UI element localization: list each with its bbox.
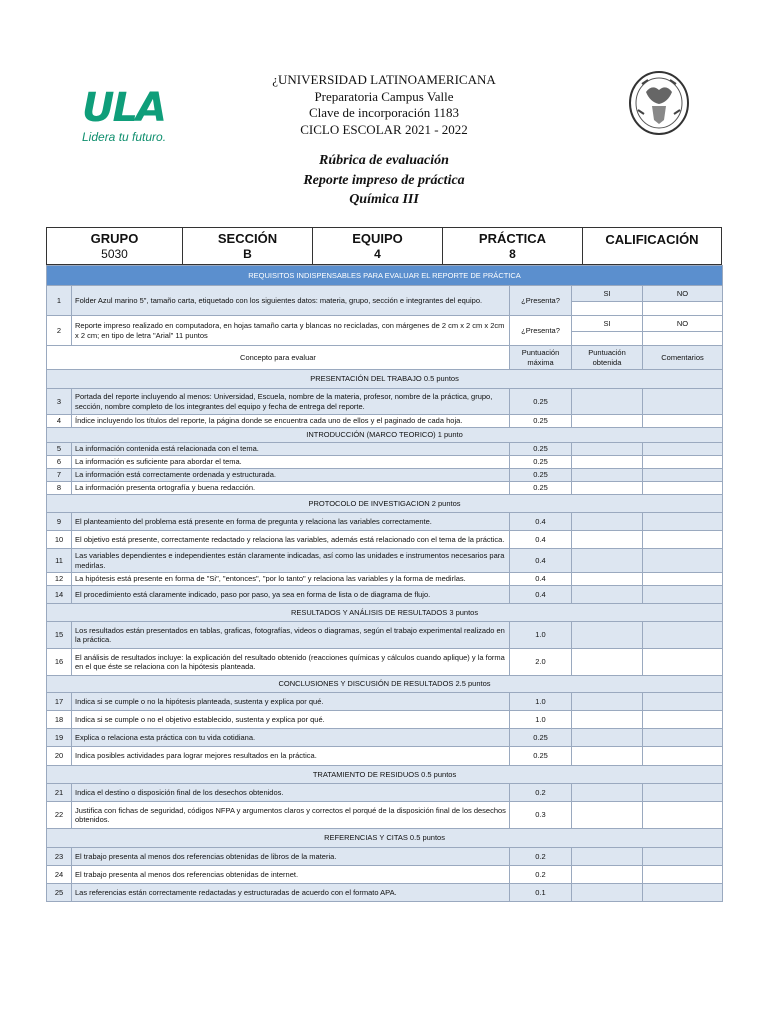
obtained-score-cell[interactable] <box>572 549 643 573</box>
criterion-row <box>47 389 723 415</box>
comments-cell[interactable] <box>643 711 723 729</box>
requirements-banner-row <box>47 266 723 286</box>
obtained-score-cell[interactable] <box>572 784 643 802</box>
presenta-label: ¿Presenta? <box>510 316 572 346</box>
document-titles <box>200 151 568 210</box>
criterion-text: Indica el destino o disposición final de los desechos obtenidos. <box>72 784 510 802</box>
criterion-row <box>47 573 723 586</box>
criterion-text: El análisis de resultados incluye: la explicación del resultado obtenido (reacciones químicas y cálculos cuando aplique) y la forma en el que éste se relaciona con la hipótesis planteada. <box>72 649 510 676</box>
criterion-row <box>47 549 723 573</box>
criterion-row <box>47 649 723 676</box>
seccion-cell <box>183 228 313 264</box>
concept-header: Concepto para evaluar <box>47 346 510 370</box>
obtained-score-cell[interactable] <box>572 469 643 482</box>
obtained-score-cell[interactable] <box>572 482 643 495</box>
section-header-row <box>47 604 723 622</box>
seccion-label: SECCIÓN <box>217 231 278 246</box>
section-title: INTRODUCCIÓN (MARCO TEORICO) 1 punto <box>47 428 723 443</box>
calificacion-label: CALIFICACIÓN <box>605 232 699 247</box>
criterion-text: Las variables dependientes e independientes están claramente indicadas, así como las unidades e instrumentos necesarios para medirlas. <box>72 549 510 573</box>
criterion-row <box>47 443 723 456</box>
row-number: 8 <box>47 482 72 495</box>
title-quimica: Química III <box>349 192 419 207</box>
presenta-label: ¿Presenta? <box>510 286 572 316</box>
max-score-header: Puntuación máxima <box>510 346 572 370</box>
max-score: 0.2 <box>510 848 572 866</box>
comments-cell[interactable] <box>643 586 723 604</box>
max-score: 1.0 <box>510 693 572 711</box>
row-number: 22 <box>47 802 72 829</box>
row-number: 11 <box>47 549 72 573</box>
criterion-text: Las referencias están correctamente redactadas y estructuradas de acuerdo con el formato APA. <box>72 884 510 902</box>
requirements-banner: REQUISITOS INDISPENSABLES PARA EVALUAR EL REPORTE DE PRÁCTICA <box>47 266 723 286</box>
criterion-text: Índice incluyendo los títulos del reporte, la página donde se encuentra cada uno de ellos y el paginado de cada hoja. <box>72 415 510 428</box>
max-score: 0.4 <box>510 513 572 531</box>
max-score: 0.25 <box>510 482 572 495</box>
criterion-text: El planteamiento del problema está presente en forma de pregunta y relaciona las variables correctamente. <box>72 513 510 531</box>
practica-cell <box>443 228 583 264</box>
comments-cell[interactable] <box>643 469 723 482</box>
max-score: 0.2 <box>510 866 572 884</box>
no-label: NO <box>643 316 723 332</box>
criterion-row <box>47 456 723 469</box>
section-title: REFERENCIAS Y CITAS 0.5 puntos <box>47 829 723 848</box>
section-header-row <box>47 766 723 784</box>
si-check-cell[interactable] <box>572 302 643 316</box>
criterion-row <box>47 747 723 766</box>
section-header-row <box>47 370 723 389</box>
max-score: 0.2 <box>510 784 572 802</box>
max-score: 0.25 <box>510 389 572 415</box>
max-score: 0.25 <box>510 415 572 428</box>
obtained-score-cell[interactable] <box>572 573 643 586</box>
max-score: 0.25 <box>510 729 572 747</box>
criterion-text: El objetivo está presente, correctamente redactado y relaciona las variables, además está relacionado con el tema de la práctica. <box>72 531 510 549</box>
requirement-row <box>47 286 723 302</box>
criterion-row <box>47 884 723 902</box>
max-score: 0.4 <box>510 549 572 573</box>
group-info-table <box>46 227 722 265</box>
no-check-cell[interactable] <box>643 302 723 316</box>
criterion-row <box>47 784 723 802</box>
criterion-row <box>47 693 723 711</box>
comments-cell[interactable] <box>643 848 723 866</box>
criterion-text: La información contenida está relacionada con el tema. <box>72 443 510 456</box>
row-number: 1 <box>47 286 72 316</box>
criterion-text: La hipótesis está presente en forma de "Si", "entonces", "por lo tanto" y relaciona las variables y la forma de medirlas. <box>72 573 510 586</box>
criterion-row <box>47 531 723 549</box>
practica-value: 8 <box>509 247 516 261</box>
criterion-row <box>47 586 723 604</box>
header-line-4: CICLO ESCOLAR 2021 - 2022 <box>300 121 468 137</box>
comments-cell[interactable] <box>643 693 723 711</box>
title-rubrica: Rúbrica de evaluación <box>319 153 449 168</box>
row-number: 5 <box>47 443 72 456</box>
ula-logo-mark: ULA <box>82 85 165 131</box>
comments-cell[interactable] <box>643 802 723 829</box>
obtained-score-header: Puntuación obtenida <box>572 346 643 370</box>
header-line-2: Preparatoria Campus Valle <box>314 88 454 104</box>
no-label: NO <box>643 286 723 302</box>
obtained-score-cell[interactable] <box>572 531 643 549</box>
row-number: 10 <box>47 531 72 549</box>
obtained-score-cell[interactable] <box>572 693 643 711</box>
comments-cell[interactable] <box>643 884 723 902</box>
criterion-text: Explica o relaciona esta práctica con tu vida cotidiana. <box>72 729 510 747</box>
si-label: SI <box>572 286 643 302</box>
max-score: 0.25 <box>510 469 572 482</box>
criterion-row <box>47 622 723 649</box>
header-line-3: Clave de incorporación 1183 <box>308 105 460 120</box>
section-header-row <box>47 829 723 848</box>
max-score: 0.25 <box>510 456 572 469</box>
comments-cell[interactable] <box>643 747 723 766</box>
comments-cell[interactable] <box>643 549 723 573</box>
criterion-text: El trabajo presenta al menos dos referencias obtenidas de libros de la materia. <box>72 848 510 866</box>
seccion-value: B <box>243 247 252 261</box>
criterion-row <box>47 848 723 866</box>
comments-cell[interactable] <box>643 573 723 586</box>
row-number: 21 <box>47 784 72 802</box>
obtained-score-cell[interactable] <box>572 729 643 747</box>
grupo-label: GRUPO <box>90 231 139 246</box>
grupo-value: 5030 <box>101 247 128 261</box>
obtained-score-cell[interactable] <box>572 389 643 415</box>
max-score: 0.3 <box>510 802 572 829</box>
criterion-row <box>47 729 723 747</box>
row-number: 7 <box>47 469 72 482</box>
criterion-text: La información está correctamente ordenada y estructurada. <box>72 469 510 482</box>
ula-tagline: Lidera tu futuro. <box>82 130 167 144</box>
criterion-row <box>47 802 723 829</box>
comments-cell[interactable] <box>643 729 723 747</box>
criterion-text: La información presenta ortografía y buena redacción. <box>72 482 510 495</box>
row-number: 12 <box>47 573 72 586</box>
criterion-text: El trabajo presenta al menos dos referencias obtenidas de internet. <box>72 866 510 884</box>
comments-cell[interactable] <box>643 513 723 531</box>
requirement-text: Folder Azul marino 5", tamaño carta, etiquetado con los siguientes datos: materia, grupo, sección e integrantes del equipo. <box>72 286 510 316</box>
row-number: 2 <box>47 316 72 346</box>
obtained-score-cell[interactable] <box>572 443 643 456</box>
row-number: 15 <box>47 622 72 649</box>
row-number: 3 <box>47 389 72 415</box>
row-number: 23 <box>47 848 72 866</box>
title-reporte: Reporte impreso de práctica <box>303 172 465 188</box>
no-check-cell[interactable] <box>643 332 723 346</box>
max-score: 0.25 <box>510 747 572 766</box>
max-score: 1.0 <box>510 622 572 649</box>
unam-seal-icon <box>628 70 690 136</box>
criterion-row <box>47 415 723 428</box>
section-title: CONCLUSIONES Y DISCUSIÓN DE RESULTADOS 2.5 puntos <box>47 676 723 693</box>
row-number: 19 <box>47 729 72 747</box>
obtained-score-cell[interactable] <box>572 622 643 649</box>
obtained-score-cell[interactable] <box>572 586 643 604</box>
obtained-score-cell[interactable] <box>572 415 643 428</box>
max-score: 2.0 <box>510 649 572 676</box>
row-number: 16 <box>47 649 72 676</box>
requirement-text: Reporte impreso realizado en computadora, en hojas tamaño carta y blancas no recicladas, con márgenes de 2 cm x 2 cm x 2cm x 2 cm; en tipo de letra "Arial" 11 puntos <box>72 316 510 346</box>
row-number: 24 <box>47 866 72 884</box>
si-label: SI <box>572 316 643 332</box>
comments-cell[interactable] <box>643 443 723 456</box>
header-line-1: ¿UNIVERSIDAD LATINOAMERICANA <box>272 72 496 87</box>
criterion-row <box>47 866 723 884</box>
obtained-score-cell[interactable] <box>572 513 643 531</box>
section-header-row <box>47 495 723 513</box>
criterion-text: El procedimiento está claramente indicado, paso por paso, ya sea en forma de lista o de diagrama de flujo. <box>72 586 510 604</box>
equipo-cell <box>313 228 443 264</box>
obtained-score-cell[interactable] <box>572 866 643 884</box>
comments-cell[interactable] <box>643 531 723 549</box>
max-score: 0.4 <box>510 586 572 604</box>
comments-cell[interactable] <box>643 649 723 676</box>
max-score: 1.0 <box>510 711 572 729</box>
comments-cell[interactable] <box>643 866 723 884</box>
comments-header: Comentarios <box>643 346 723 370</box>
max-score: 0.25 <box>510 443 572 456</box>
criterion-text: Indica si se cumple o no el objetivo establecido, sustenta y explica por qué. <box>72 711 510 729</box>
obtained-score-cell[interactable] <box>572 747 643 766</box>
section-title: PRESENTACIÓN DEL TRABAJO 0.5 puntos <box>47 370 723 389</box>
criterion-text: Portada del reporte incluyendo al menos: Universidad, Escuela, nombre de la materia, profesor, nombre de la práctica, grupo, sección, nombre completo de los integrantes del equipo y fecha de entrega del reporte. <box>72 389 510 415</box>
row-number: 4 <box>47 415 72 428</box>
ula-logo <box>82 85 192 150</box>
row-number: 25 <box>47 884 72 902</box>
criterion-text: Indica si se cumple o no la hipótesis planteada, sustenta y explica por qué. <box>72 693 510 711</box>
practica-label: PRÁCTICA <box>478 231 547 246</box>
equipo-value: 4 <box>374 247 381 261</box>
section-title: RESULTADOS Y ANÁLISIS DE RESULTADOS 3 puntos <box>47 604 723 622</box>
criterion-text: La información es suficiente para abordar el tema. <box>72 456 510 469</box>
obtained-score-cell[interactable] <box>572 848 643 866</box>
section-title: TRATAMIENTO DE RESIDUOS 0.5 puntos <box>47 766 723 784</box>
row-number: 14 <box>47 586 72 604</box>
row-number: 17 <box>47 693 72 711</box>
comments-cell[interactable] <box>643 784 723 802</box>
criterion-row <box>47 513 723 531</box>
comments-cell[interactable] <box>643 482 723 495</box>
comments-cell[interactable] <box>643 415 723 428</box>
school-header <box>230 72 538 138</box>
section-header-row <box>47 428 723 443</box>
criterion-text: Los resultados están presentados en tablas, graficas, fotografías, videos o diagramas, según el trabajo experimental realizado en la práctica. <box>72 622 510 649</box>
obtained-score-cell[interactable] <box>572 711 643 729</box>
row-number: 20 <box>47 747 72 766</box>
section-header-row <box>47 676 723 693</box>
row-number: 9 <box>47 513 72 531</box>
calificacion-cell <box>583 228 721 264</box>
comments-cell[interactable] <box>643 389 723 415</box>
max-score: 0.4 <box>510 573 572 586</box>
max-score: 0.1 <box>510 884 572 902</box>
requirement-row <box>47 316 723 332</box>
rubric-table <box>46 265 723 902</box>
obtained-score-cell[interactable] <box>572 456 643 469</box>
comments-cell[interactable] <box>643 622 723 649</box>
criterion-row <box>47 469 723 482</box>
criterion-text: Justifica con fichas de seguridad, códigos NFPA y argumentos claros y correctos el porqué de la disposición final de los desechos obtenidos. <box>72 802 510 829</box>
criterion-row <box>47 711 723 729</box>
equipo-label: EQUIPO <box>352 231 403 246</box>
criterion-row <box>47 482 723 495</box>
obtained-score-cell[interactable] <box>572 802 643 829</box>
grupo-cell <box>47 228 183 264</box>
row-number: 18 <box>47 711 72 729</box>
obtained-score-cell[interactable] <box>572 884 643 902</box>
row-number: 6 <box>47 456 72 469</box>
section-title: PROTOCOLO DE INVESTIGACION 2 puntos <box>47 495 723 513</box>
max-score: 0.4 <box>510 531 572 549</box>
obtained-score-cell[interactable] <box>572 649 643 676</box>
criterion-text: Indica posibles actividades para lograr mejores resultados en la práctica. <box>72 747 510 766</box>
si-check-cell[interactable] <box>572 332 643 346</box>
comments-cell[interactable] <box>643 456 723 469</box>
column-header-row <box>47 346 723 370</box>
